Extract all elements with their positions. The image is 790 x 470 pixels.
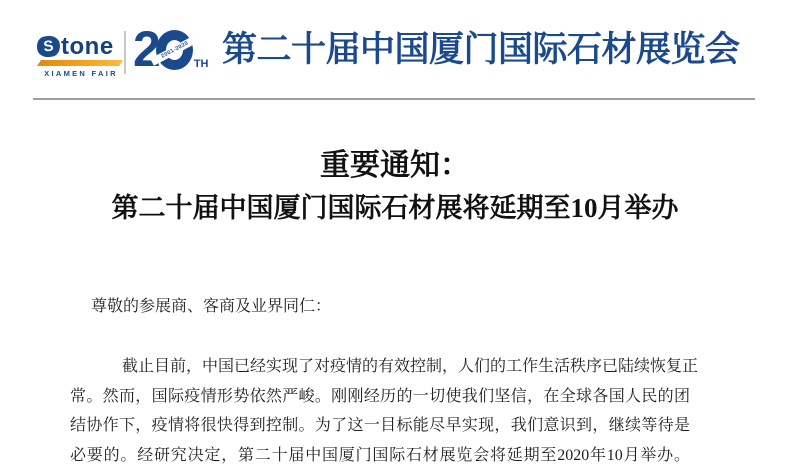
anniversary-years-label: 2001-2020 <box>160 40 189 59</box>
header-vertical-divider <box>124 31 126 74</box>
stone-logo-wordmark-row <box>37 35 125 58</box>
paragraph-line-3: 结协作下，疫情将很快得到控制。为了这一目标能尽早实现，我们意识到，继续等待是 <box>70 411 690 441</box>
paragraph-line-2: 常。然而，国际疫情形势依然严峻。刚刚经历的一切使我们坚信，在全球各国人民的团 <box>70 382 690 412</box>
notice-heading: 重要通知： <box>0 148 790 184</box>
stone-logo-icon: S <box>36 35 61 58</box>
stone-logo-wordmark: tone <box>61 36 114 58</box>
anniversary-20th-logo <box>133 27 208 71</box>
stone-logo-subtext: XIAMEN FAIR <box>37 69 125 78</box>
paragraph-line-1: 截止目前，中国已经实现了对疫情的有效控制，人们的工作生活秩序已陆续恢复正 <box>70 352 690 382</box>
fair-title: 第二十届中国厦门国际石材展览会 <box>222 29 740 71</box>
notice-paragraph <box>70 352 690 470</box>
notice-subheading: 第二十届中国厦门国际石材展将延期至10月举办 <box>0 190 790 226</box>
stone-fair-logo <box>37 35 125 78</box>
paragraph-line-4-clipped: 必要的。经研究决定，第二十届中国厦门国际石材展览会将延期至2020年10月举办。 <box>70 441 690 470</box>
anniversary-zero-ring <box>156 30 193 70</box>
anniversary-years-band <box>150 34 200 65</box>
header-horizontal-rule <box>33 98 755 100</box>
stone-logo-orange-banner <box>37 60 123 66</box>
anniversary-th-suffix: TH <box>194 58 209 70</box>
anniversary-digit-two: 2 <box>133 27 158 71</box>
page-header <box>0 0 790 100</box>
notice-salutation: 尊敬的参展商、客商及业界同仁： <box>91 297 331 317</box>
